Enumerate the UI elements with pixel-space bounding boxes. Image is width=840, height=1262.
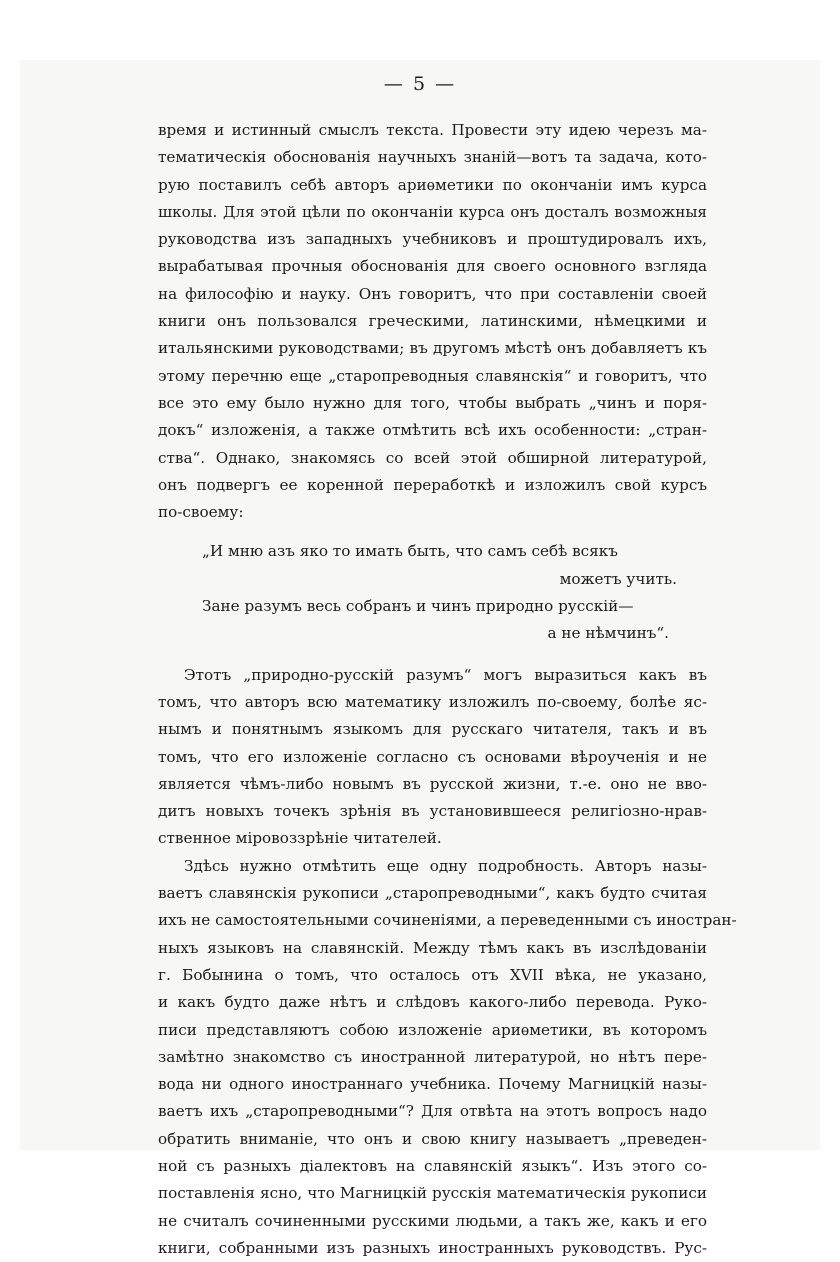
verse-line: Зане разумъ весь собранъ и чинъ природно русскій— [202,597,634,616]
text-line: рую поставилъ себѣ авторъ ариѳметики по окончаніи имъ курса [158,175,707,194]
text-line: книги онъ пользовался греческими, латинскими, нѣмецкими и [158,312,707,331]
text-line: обратить вниманіе, что онъ и свою книгу называетъ „преведен- [158,1129,707,1148]
verse-line: можетъ учить. [559,569,677,588]
text-line: дитъ новыхъ точекъ зрѣнія въ установившееся религіозно-нрав- [158,802,707,821]
text-line: на философію и науку. Онъ говоритъ, что при составленіи своей [158,284,707,303]
text-line: вырабатывая прочныя обоснованія для своего основного взгляда [158,257,707,276]
text-line: ственное міровоззрѣніе читателей. [158,829,442,848]
verse-line: „И мню азъ яко то имать быть, что самъ себѣ всякъ [202,542,618,561]
text-line: ства“. Однако, знакомясь со всей этой обширной литературой, [158,448,707,467]
text-line: нымъ и понятнымъ языкомъ для русскаго читателя, такъ и въ [158,720,707,739]
text-line: тематическія обоснованія научныхъ знаній—вотъ та задача, кото- [158,148,707,167]
text-line: итальянскими руководствами; въ другомъ мѣстѣ онъ добавляетъ къ [158,339,707,358]
page-number: — 5 — [383,73,457,95]
text-line: руководства изъ западныхъ учебниковъ и проштудировалъ ихъ, [158,230,707,249]
text-line: книги, собранными изъ разныхъ иностранныхъ руководствъ. Рус- [158,1238,707,1257]
text-line: ваетъ славянскія рукописи „старопреводными“, какъ будто считая [158,884,707,903]
text-line: ныхъ языковъ на славянскій. Между тѣмъ какъ въ изслѣдованіи [158,938,707,957]
text-line: вода ни одного иностраннаго учебника. Почему Магницкій назы- [158,1075,707,1094]
spacer [158,526,707,538]
paragraph-2 [158,662,707,853]
text-line: этому перечню еще „старопреводныя славянскія“ и говоритъ, что [158,366,707,385]
verse-quote [158,538,707,647]
paragraph-3 [158,853,737,1262]
text-line: время и истинный смыслъ текста. Провести эту идею черезъ ма- [158,121,707,139]
text-line: писи представляютъ собою изложеніе ариѳметики, въ которомъ [158,1020,707,1039]
text-line: Этотъ „природно-русскій разумъ“ могъ выразиться какъ въ [184,665,707,684]
text-line: докъ“ изложенія, а также отмѣтить всѣ ихъ особенности: „стран- [158,421,707,440]
text-line: г. Бобынина о томъ, что осталось отъ XVII вѣка, не указано, [158,965,707,984]
text-line: поставленія ясно, что Магницкій русскія математическія рукописи [158,1184,707,1203]
paragraph-1 [158,117,707,526]
text-line: ихъ не самостоятельными сочиненіями, а переведенными съ иностран- [158,911,737,930]
text-line: не считалъ сочиненными русскими людьми, а такъ же, какъ и его [158,1211,707,1230]
text-line: томъ, что его изложеніе согласно съ основами вѣроученія и не [158,747,707,766]
text-line: по-своему: [158,503,244,522]
text-line: ной съ разныхъ діалектовъ на славянскій языкъ“. Изъ этого со- [158,1156,707,1175]
text-line: является чѣмъ-либо новымъ въ русской жизни, т.-е. оно не вво- [158,774,707,793]
text-line: все это ему было нужно для того, чтобы выбрать „чинъ и поря- [158,393,707,412]
text-line: замѣтно знакомство съ иностранной литературой, но нѣтъ пере- [158,1047,707,1066]
verse-line: а не нѣмчинъ“. [547,624,669,643]
text-line: томъ, что авторъ всю математику изложилъ по-своему, болѣе яс- [158,692,707,711]
spacer [158,648,707,662]
text-line: и какъ будто даже нѣтъ и слѣдовъ какого-либо перевода. Руко- [158,993,707,1012]
text-line: ваетъ ихъ „старопреводными“? Для отвѣта на этотъ вопросъ надо [158,1102,707,1121]
text-line: онъ подвергъ ее коренной переработкѣ и изложилъ свой курсъ [158,475,707,494]
page-body [158,117,737,1262]
text-line: школы. Для этой цѣли по окончаніи курса онъ досталъ возможныя [158,202,707,221]
text-line: Здѣсь нужно отмѣтить еще одну подробность. Авторъ назы- [184,856,707,875]
